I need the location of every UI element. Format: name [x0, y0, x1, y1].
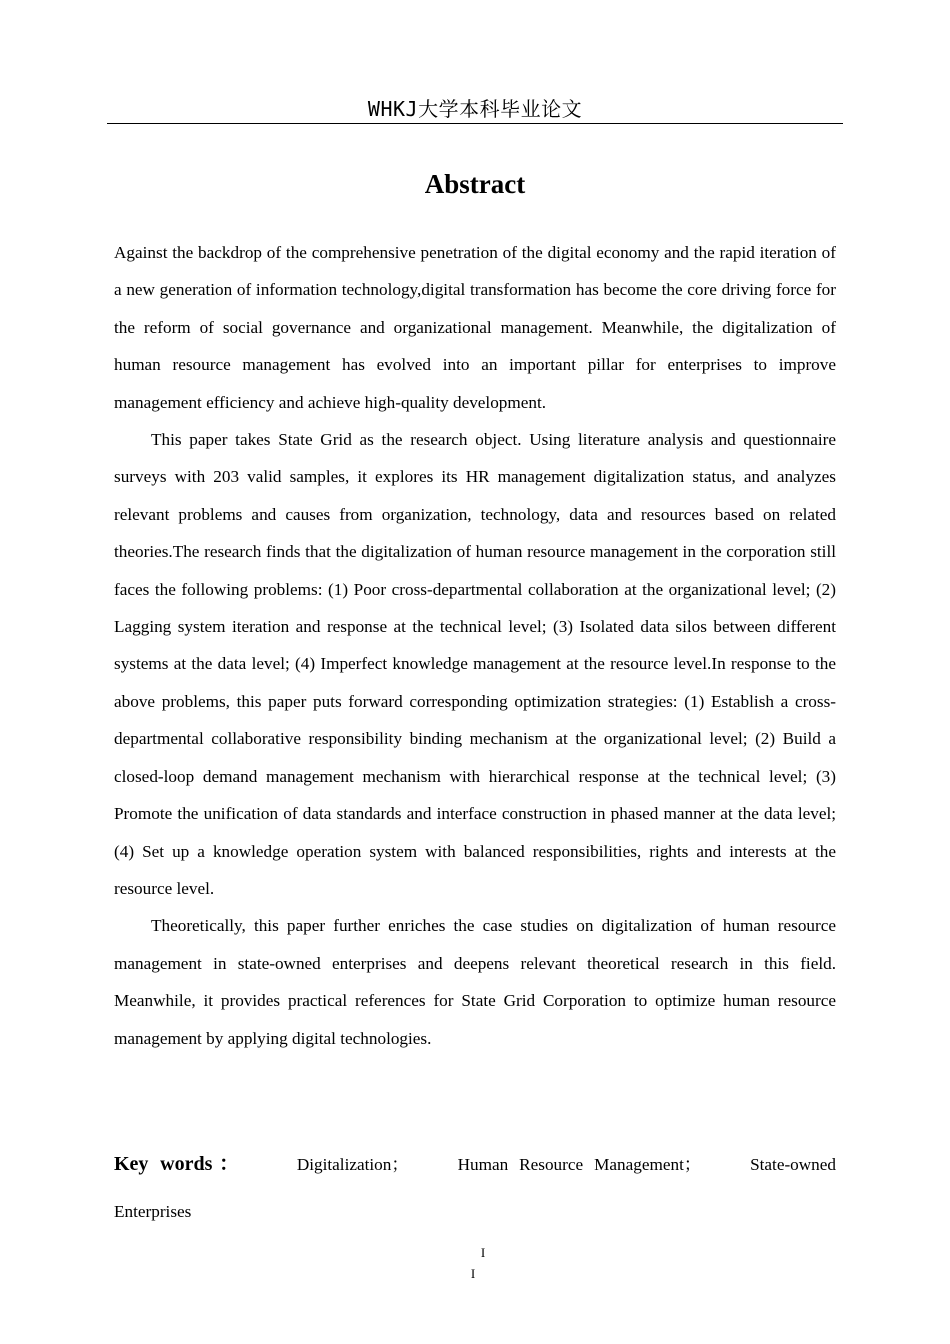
- abstract-title: Abstract: [424, 169, 526, 199]
- abstract-paragraph-3: Theoretically, this paper further enriches the case studies on digitalization of human resource management in state-owned enterprises and deepens relevant theoretical research in this field. Meanwhile, it provides practical references for State Grid Corporation to optimize human resource management by applying digital technologies.: [114, 916, 836, 1048]
- running-header-text: WHKJ大学本科毕业论文: [367, 97, 583, 121]
- abstract-body: [114, 234, 836, 1057]
- keyword-item: Human Resource Management；: [457, 1155, 702, 1174]
- running-header: [107, 96, 843, 124]
- keywords-line: [114, 1141, 836, 1235]
- page-number: I: [480, 1245, 486, 1260]
- abstract-paragraph-2: This paper takes State Grid as the research object. Using literature analysis and questionnaire surveys with 203 valid samples, it explores its HR management digitalization status, and analyzes relevant problems and causes from organization, technology, data and resources based on related theories.The research finds that the digitalization of human resource management in the corporation still faces the following problems: (1) Poor cross-departmental collaboration at the organizational level; (2) Lagging system iteration and response at the technical level; (3) Isolated data silos between different systems at the data level; (4) Imperfect knowledge management at the resource level.In response to the above problems, this paper puts forward corresponding optimization strategies: (1) Establish a cross-departmental collaborative responsibility binding mechanism at the organizational level; (2) Build a closed-loop demand management mechanism with hierarchical response at the technical level; (3) Promote the unification of data standards and interface construction in phased manner at the data level; (4) Set up a knowledge operation system with balanced responsibilities, rights and interests at the resource level.: [114, 430, 836, 898]
- keywords-label: Key words：: [114, 1153, 246, 1175]
- keyword-item: State-owned Enterprises: [114, 1155, 836, 1221]
- keyword-item: Digitalization；: [296, 1155, 409, 1174]
- abstract-paragraph-1: Against the backdrop of the comprehensive penetration of the digital economy and the rapid iteration of a new generation of information technology,digital transformation has become the core driving force for the reform of social governance and organizational management. Meanwhile, the digitalization of human resource management has evolved into an important pillar for enterprises to improve management efficiency and achieve high-quality development.: [114, 243, 836, 412]
- page-number-footer: I: [470, 1266, 476, 1281]
